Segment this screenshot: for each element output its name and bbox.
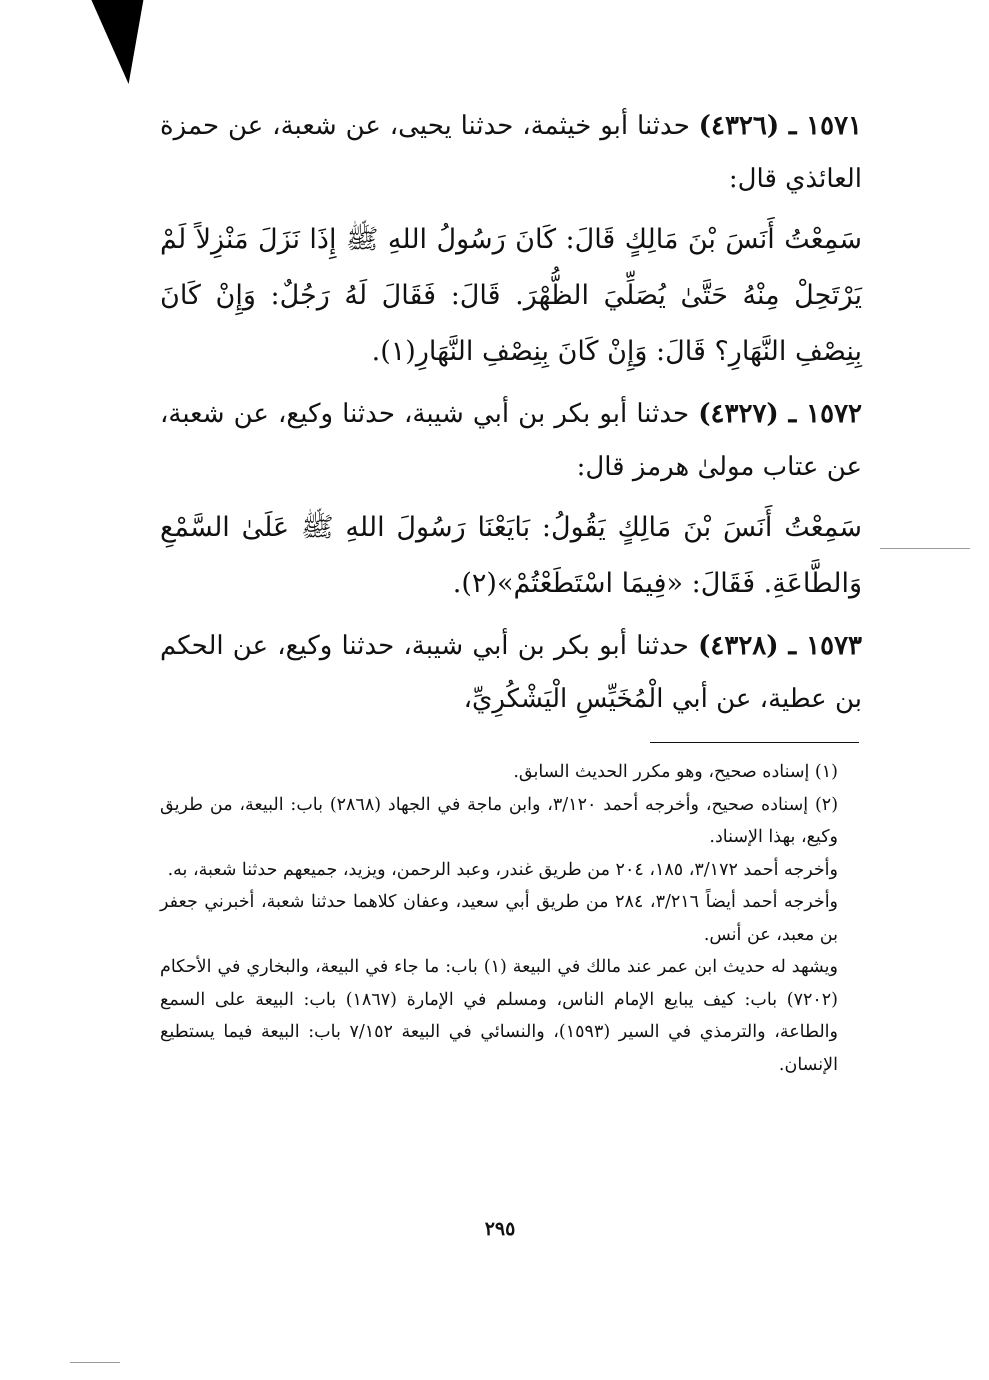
page-number: ٢٩٥ (484, 1218, 516, 1240)
footnote-separator (650, 742, 859, 743)
main-text (160, 100, 862, 726)
footnote-2: (٢) إسناده صحيح، وأخرجه أحمد ٣/١٢٠، وابن ماجة في الجهاد (٢٨٦٨) باب: البيعة، من طريق وكيع، بهذا الإسناد. (160, 794, 839, 847)
footnote-2-continued: وأخرجه أحمد ٣/١٧٢، ١٨٥، ٢٠٤ من طريق غندر، وعبد الرحمن، ويزيد، جميعهم حدثنا شعبة، به. (167, 859, 838, 880)
hadith-header-1572 (160, 388, 862, 494)
scan-corner-mark (77, 0, 144, 84)
isnad-text: حدثنا أبو بكر بن أبي شيبة، حدثنا وكيع، عن شعبة، عن عتاب مولىٰ هرمز قال: (160, 399, 862, 482)
hadith-number: ١٥٧٢ ـ (٤٣٢٧) (698, 399, 862, 429)
hadith-number: ١٥٧١ ـ (٤٣٢٦) (698, 111, 862, 141)
footnote-2-continued: وأخرجه أحمد أيضاً ٣/٢١٦، ٢٨٤ من طريق أبي سعيد، وعفان كلاهما حدثنا شعبة، أخبرني جعفر بن معبد، عن أنس. (160, 892, 839, 945)
footnotes (160, 756, 862, 1081)
scan-artifact-line (70, 1362, 120, 1363)
isnad-text: حدثنا أبو خيثمة، حدثنا يحيى، عن شعبة، عن حمزة العائذي قال: (160, 111, 862, 194)
hadith-number: ١٥٧٣ ـ (٤٣٢٨) (698, 631, 862, 661)
isnad-text: حدثنا أبو بكر بن أبي شيبة، حدثنا وكيع، عن الحكم بن عطية، عن أبي الْمُخَيِّسِ الْيَشْكُرِيِّ، (160, 631, 862, 714)
hadith-header-1573 (160, 620, 862, 726)
hadith-text-1572: سَمِعْتُ أَنَسَ بْنَ مَالِكٍ يَقُولُ: بَايَعْنَا رَسُولَ اللهِ ﷺ عَلَىٰ السَّمْعِ وَالطَّاعَةِ. فَقَالَ: «فِيمَا اسْتَطَعْتُمْ»(٢). (160, 512, 862, 599)
footnote-1: (١) إسناده صحيح، وهو مكرر الحديث السابق. (513, 762, 838, 782)
footnote-2-continued: ويشهد له حديث ابن عمر عند مالك في البيعة (١) باب: ما جاء في البيعة، والبخاري في الأحكام (٧٢٠٢) باب: كيف يبايع الإمام الناس، ومسلم في الإمارة (١٨٦٧) باب: البيعة على السمع والطاعة، والترمذي في السير (١٥٩٣)، والنسائي في البيعة ٧/١٥٢ باب: البيعة فيما يستطيع الإنسان. (160, 957, 838, 1075)
scan-artifact-line (880, 548, 970, 549)
hadith-text-1571: سَمِعْتُ أَنَسَ بْنَ مَالِكٍ قَالَ: كَانَ رَسُولُ اللهِ ﷺ إِذَا نَزَلَ مَنْزِلاً لَمْ يَرْتَحِلْ مِنْهُ حَتَّىٰ يُصَلِّيَ الظُّهْرَ. قَالَ: فَقَالَ لَهُ رَجُلٌ: وَإِنْ كَانَ بِنِصْفِ النَّهَارِ؟ قَالَ: وَإِنْ كَانَ بِنِصْفِ النَّهَارِ(١). (160, 224, 862, 367)
hadith-header-1571 (160, 100, 862, 206)
